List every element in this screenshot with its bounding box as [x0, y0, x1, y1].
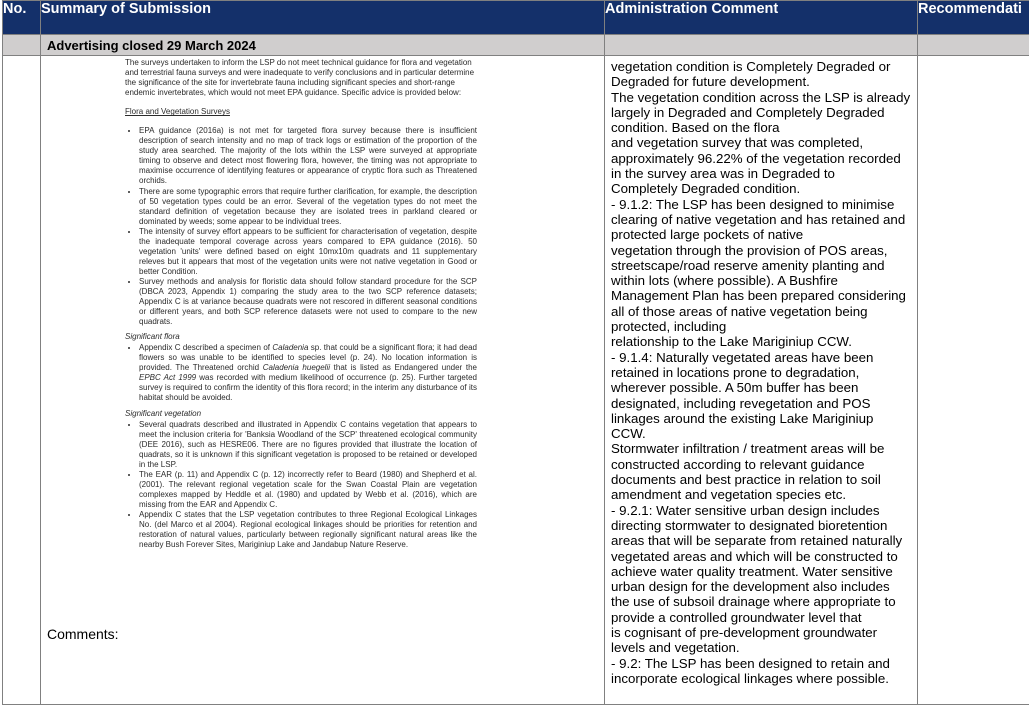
species-name: Caladenia huegelii [263, 363, 330, 372]
list-item: • There are some typographic errors that require further clarification, for example, the description of 50 vegetation types could be an error. Several of the vegetation types do not meet the standard definition of vegetation because they are isolated trees in parkland cleared or dominated by weeds; some appear to be individual trees. [139, 187, 477, 227]
admin-comment-line: achieve water quality treatment. Water sensitive [611, 564, 911, 579]
admin-comment-line: wherever possible. A 50m buffer has been [611, 380, 911, 395]
section-no-cell [3, 35, 41, 56]
flora-surveys-heading: Flora and Vegetation Surveys [125, 107, 477, 117]
section-admin-cell [605, 35, 918, 56]
admin-comment-line: incorporate ecological linkages where possible. [611, 671, 911, 686]
header-summary: Summary of Submission [41, 1, 605, 35]
section-row [3, 35, 1029, 56]
list-item: • The intensity of survey effort appears to be sufficient for characterisation of vegetation, despite the inadequate temporal coverage across years compared to EPA guidance (2016). 50 vegetation 'units' were defined based on eight 10mx10m quadrats and 11 supplementary releves but it appears that most of the vegetation units were not native vegetation in Good or better Condition. [139, 227, 477, 277]
header-no: No. [3, 1, 41, 35]
flora-bullet-list [125, 126, 477, 327]
list-item: • Survey methods and analysis for floristic data should follow standard procedure for the SCP (DBCA 2023, Appendix 1) comparing the study area to the two SCP reference datasets; Appendix C is at variance because quadrats were not rescored in different seasonal conditions or different years, and both SCP reference datasets were not used to compare to the new quadrats. [139, 277, 477, 327]
text-run: Appendix C described a specimen of [139, 343, 272, 352]
admin-comment-line: streetscape/road reserve amenity planting and [611, 258, 911, 273]
admin-comment-line: vegetation condition is Completely Degraded or [611, 59, 911, 74]
admin-comment-line: vegetated areas and which will be constructed to [611, 549, 911, 564]
admin-comment-line: amendment and vegetation species etc. [611, 487, 911, 502]
text-run: was recorded with medium likelihood of occurrence (p. 25). Further targeted survey is required to confirm the identity of this flora record; in the interim any disturbance of its habitat should be avoided. [139, 373, 477, 402]
admin-comment-line: largely in Degraded and Completely Degraded [611, 105, 911, 120]
significant-vegetation-heading: Significant vegetation [125, 409, 477, 419]
species-name: Caladenia [272, 343, 308, 352]
section-label: Advertising closed 29 March 2024 [41, 35, 605, 56]
admin-comment-line: protected large pockets of native [611, 227, 911, 242]
table-header-row [3, 1, 1029, 35]
scanned-submission-excerpt [125, 58, 477, 555]
admin-comment-line: areas that will be separate from retained naturally [611, 533, 911, 548]
admin-comment-line: and vegetation survey that was completed, [611, 135, 911, 150]
admin-comment-line: - 9.2: The LSP has been designed to retain and [611, 656, 911, 671]
admin-comment-line: Completely Degraded condition. [611, 181, 911, 196]
admin-comment-line: Management Plan has been prepared considering [611, 288, 911, 303]
header-admin-comment: Administration Comment [605, 1, 918, 35]
admin-comment-line: clearing of native vegetation and has retained and [611, 212, 911, 227]
administration-comment-text [611, 59, 911, 686]
list-item: • Appendix C states that the LSP vegetation contributes to three Regional Ecological Linkages No. (del Marco et al 2004). Regional ecological linkages should be priorities for retention and restoration of natural values, particularly between regionally significant natural areas like the nearby Bush Forever Sites, Mariginiup Lake and Jandabup Nature Reserve. [139, 510, 477, 550]
section-rec-cell [918, 35, 1029, 56]
admin-comment-line: Degraded for future development. [611, 74, 911, 89]
admin-comment-line: relationship to the Lake Mariginiup CCW. [611, 334, 911, 349]
text-run: sp. that could be a significant flora; it had dead flowers so was unable to be identified to species level (p. 24). No location information is provided. The Threatened orchid [139, 343, 477, 372]
significant-vegetation-list [125, 420, 477, 551]
admin-comment-line: protected, including [611, 319, 911, 334]
header-recommendation: Recommendati [918, 1, 1029, 35]
admin-comment-line: linkages around the existing Lake Mariginiup [611, 411, 911, 426]
admin-comment-line: all of those areas of native vegetation being [611, 304, 911, 319]
admin-comment-line: provide a controlled groundwater level that [611, 610, 911, 625]
admin-comment-line: approximately 96.22% of the vegetation recorded [611, 151, 911, 166]
admin-comment-line: designated, including revegetation and POS [611, 396, 911, 411]
admin-comment-line: directing stormwater to designated bioretention [611, 518, 911, 533]
list-item: • Several quadrats described and illustrated in Appendix C contains vegetation that appears to meet the inclusion criteria for 'Banksia Woodland of the SCP' threatened ecological community (DEE 2016), such as HESRE06. There are no figures provided that illustrate the location of quadrats, so it is unknown if this significant vegetation is proposed to be retained or developed in the LSP. [139, 420, 477, 470]
submission-summary-cell [41, 56, 605, 705]
admin-comment-line: levels and vegetation. [611, 640, 911, 655]
administration-comment-cell [605, 56, 918, 705]
submission-row [3, 56, 1029, 705]
admin-comment-line: vegetation through the provision of POS areas, [611, 243, 911, 258]
submissions-table [2, 0, 1029, 705]
admin-comment-line: within lots (where possible). A Bushfire [611, 273, 911, 288]
admin-comment-line: CCW. [611, 426, 911, 441]
admin-comment-line: - 9.2.1: Water sensitive urban design includes [611, 503, 911, 518]
admin-comment-line: urban design for the development also includes [611, 579, 911, 594]
admin-comment-line: The vegetation condition across the LSP is already [611, 90, 911, 105]
admin-comment-line: in the survey area was in Degraded to [611, 166, 911, 181]
admin-comment-line: retained in locations prone to degradation, [611, 365, 911, 380]
submission-no-cell [3, 56, 41, 705]
list-item [139, 343, 477, 403]
text-run: that is listed as Endangered under the [330, 363, 477, 372]
list-item: • EPA guidance (2016a) is not met for targeted flora survey because there is insufficient description of search intensity and no map of track logs or estimation of the proportion of the study area searched. The majority of the lots within the LSP were surveyed at appropriate timing to observe and detect most flowering flora, however, the timing was not appropriate to maximise occurrence of identifying features or appearance of cryptic flora such as Threatened orchids. [139, 126, 477, 186]
admin-comment-line: condition. Based on the flora [611, 120, 911, 135]
comments-label: Comments: [47, 626, 119, 642]
admin-comment-line: the use of subsoil drainage where appropriate to [611, 594, 911, 609]
significant-flora-heading: Significant flora [125, 332, 477, 342]
admin-comment-line: documents and best practice in relation to soil [611, 472, 911, 487]
admin-comment-line: - 9.1.4: Naturally vegetated areas have been [611, 350, 911, 365]
admin-comment-line: - 9.1.2: The LSP has been designed to minimise [611, 197, 911, 212]
admin-comment-line: is cognisant of pre-development groundwater [611, 625, 911, 640]
recommendation-cell [918, 56, 1029, 705]
act-name: EPBC Act 1999 [139, 373, 196, 382]
admin-comment-line: constructed according to relevant guidance [611, 457, 911, 472]
list-item: • The EAR (p. 11) and Appendix C (p. 12) incorrectly refer to Beard (1980) and Shepherd et al. (2001). The relevant regional vegetation scale for the Swan Coastal Plain are vegetation complexes mapped by Heddle et al. (1980) and updated by Webb et al. (2016), which are missing from the EAR and Appendix C. [139, 470, 477, 510]
submission-intro: The surveys undertaken to inform the LSP do not meet technical guidance for flora and vegetation and terrestrial fauna surveys and were inadequate to verify conclusions and in particular determine the significance of the site for invertebrate fauna including significant species and short-range endemic invertebrates, which would not meet EPA guidance. Specific advice is provided below: [125, 58, 477, 98]
significant-flora-list [125, 343, 477, 403]
admin-comment-line: Stormwater infiltration / treatment areas will be [611, 441, 911, 456]
